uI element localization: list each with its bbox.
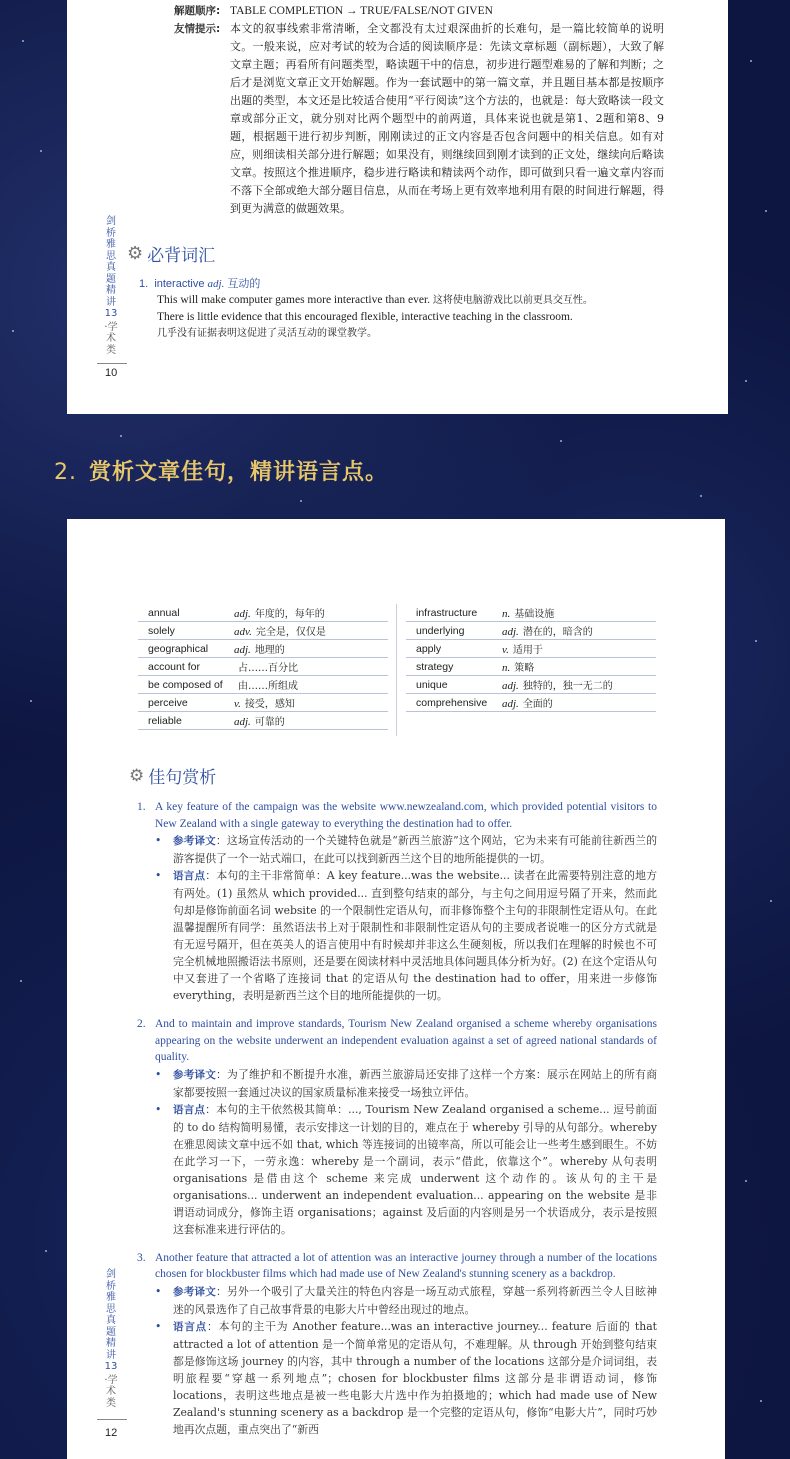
word-en: account for: [148, 660, 200, 673]
reference-translation: • 参考译文：为了维护和不断提升水准，新西兰旅游局还安排了这样一个方案：展示在网站上的所有商家都要按照一套通过决议的国家质量标准来接受一场独立评估。: [155, 1067, 658, 1099]
word-row: [406, 694, 656, 712]
word-def: v. 适用于: [502, 644, 543, 656]
language-points: • 语言点：本句的主干依然极其简单：..., Tourism New Zealand organised a scheme... 逗号前面的 to do 结构简明易懂，表示安排这一计划的目的，难点在于 whereby 引导的从句部分。whereby 在雅思阅读文章中远不如 that, which 等连接词的出镜率高，所以可能会让一些考生感到眼生。不妨在此学习一下，一劳永逸：whereby 是一个副词，表示“借此，依靠这个”。whereby 从句表明 organisations 是借由这个 scheme 来完成 underwent 这个动作的。该从句的主干是 organisations... underwent an independent evaluation... appearing on the website 是非谓语动词成分，修饰主语 organisations；against 及后面的内容则是另一个状语成分，表示是按照这套标准来进行评估的。: [155, 1102, 657, 1236]
reference-translation: • 参考译文：这场宣传活动的一个关键特色就是“新西兰旅游”这个网站，它为未来有可能前往新西兰的游客提供了一个一站式端口，在此可以找到新西兰这个目的地所能提供的一切。: [155, 834, 657, 865]
sentence-item: [137, 799, 657, 1004]
language-points: • 语言点：本句的主干非常简单：A key feature...was the website... 读者在此需要特别注意的地方有两处。(1) 虽然从 which provided... 直到整句结束的部分，与主句之间用逗号隔了开来，然而此句却是修饰前面名词 website 的一个限制性定语从句，而非修饰整个主句的非限制性定语从句。在此温馨提醒所有同学：虽然语法书上对于限制性和非限制性定语从句的主要成者说唯一的区分方式就是有无逗号隔开，但在英美人的语言使用中有时候却并非这么生硬刻板，所以我们在理解的时候也不可完全机械地照搬语法书原则，还是要在阅读材料中灵活地具体问题具体分析为好。(2) 在这个定语从句中又套进了一个省略了连接词 that 的定语从句 the destination had to offer，用来进一步修饰 everything，表明是新西兰这个目的地所能提供的一切。: [155, 869, 658, 1002]
word-row: [138, 640, 388, 658]
word-def: v. 接受，感知: [234, 698, 295, 710]
word-row: [406, 604, 656, 622]
word-def: adj. 全面的: [502, 698, 553, 710]
word-row: [138, 604, 388, 622]
reference-translation: • 参考译文：另外一个吸引了大量关注的特色内容是一场互动式旅程，穿越一系列将新西兰令人目眩神迷的风景选作了自己故事背景的电影大片中曾经出现过的地点。: [155, 1284, 658, 1316]
word-en: be composed of: [148, 678, 223, 691]
word-en: unique: [416, 678, 448, 691]
word-row: [406, 676, 656, 694]
sentence-item: [137, 1016, 657, 1238]
language-points: • 语言点：本句的主干为 Another feature...was an interactive journey... feature 后面的 that attracted a lot of attention 是一个简单常见的定语从句，不难理解。从 through 开始到整句结束都是修饰这场 journey 的内容，其中 through a number of the locations 这部分是介词词组，表明旅程要“穿越一系列地点”；chosen for blockbuster films 这部分是非谓语动词，修饰 locations，表明这些地点是被一些电影大片选中作为拍摄地的；which had made use of New Zealand's stunning scenery as a backdrop 是一个完整的定语从句，修饰“电影大片”，同时巧妙地再次点题，重点突出了“新西: [155, 1319, 658, 1436]
sentence-english: 1. A key feature of the campaign was the website www.newzealand.com, which provided potential visitors to New Zealand with a single gateway to everything the destination had to offer.: [137, 801, 657, 830]
word-row: [406, 622, 656, 640]
word-column-right: [406, 604, 656, 730]
tip-label: 友情提示:: [174, 23, 221, 35]
side-book-title: 剑桥雅思真题精讲13 ·学术类: [104, 1269, 118, 1409]
word-table: [138, 604, 656, 730]
page-number: 10: [105, 367, 118, 379]
word-row: [138, 694, 388, 712]
word-en: geographical: [148, 642, 209, 655]
sentence-english: 3. Another feature that attracted a lot of attention was an interactive journey through a number of the locations chosen for blockbuster films which had made use of New Zealand's stunning scenery as a backdrop.: [137, 1251, 657, 1280]
word-def: n. 基础设施: [502, 608, 555, 620]
word-def: 占……百分比: [238, 663, 298, 674]
tip-text: 本文的叙事线索非常清晰，全文都没有太过艰深曲折的长难句，是一篇比较简单的说明文。一般来说，应对考试的较为合适的阅读顺序是：先读文章标题（副标题），大致了解文章主题；再看所有问题类型，略读题干中的信息，初步进行题型难易的了解和判断；之后才是浏览文章正文开始解题。作为一套试题中的第一篇文章，并且题目基本都是按顺序出题的类型，本文还是比较适合使用“平行阅读”这个方法的，也就是：每大致略读一段文章或部分正文，就分别对比两个题型中的前两道，具体来说也就是第1、2题和第8、9题，根据题干进行初步判断，刚刚读过的正文内容是否包含问题中的相关信息。如有对应，则细读相关部分进行解题；如果没有，则继续回到刚才读到的正文处，继续向后略读文章。按照这个推进顺序，稳步进行略读和精读两个动作，即可做到只看一遍文章内容而不落下全部或绝大部分题目信息，从而在考场上更有效率地利用有限的时间进行解题，得到更为满意的做题效果。: [230, 22, 664, 215]
vocab-entry: [139, 276, 659, 342]
book-page-12: [67, 519, 725, 1459]
word-row: [406, 658, 656, 676]
gear-icon: ⚙: [129, 765, 145, 786]
word-def: adj. 潜在的，暗含的: [502, 626, 593, 638]
book-page-10: [67, 0, 728, 414]
page-number-rule: [97, 363, 127, 364]
word-en: strategy: [416, 660, 454, 673]
word-row: [138, 622, 388, 640]
word-row: [138, 676, 388, 694]
sentence-analysis-heading: ⚙ 佳句赏析: [129, 765, 217, 788]
example-1: This will make computer games more interactive than ever. 这将使电脑游戏比以前更具交互性。: [157, 294, 593, 306]
word-en: infrastructure: [416, 606, 478, 619]
vocab-heading: ⚙ 必背词汇: [127, 243, 216, 266]
word-row: [406, 640, 656, 658]
word-en: comprehensive: [416, 696, 488, 709]
gear-icon: ⚙: [127, 243, 144, 264]
page-number: 12: [105, 1427, 118, 1439]
order-label: 解题顺序:: [174, 5, 221, 17]
word-def: 由……所组成: [238, 681, 298, 692]
sentence-english: 2. And to maintain and improve standards, Tourism New Zealand organised a scheme whereby organisations appearing on the website underwent an independent evaluation against a set of agreed national standards of quality.: [137, 1018, 657, 1063]
word-en: underlying: [416, 624, 465, 637]
word-def: adj. 年度的，每年的: [234, 608, 325, 620]
word-en: reliable: [148, 714, 182, 727]
word-def: n. 策略: [502, 662, 535, 674]
sentence-item: [137, 1250, 657, 1438]
word-en: solely: [148, 624, 175, 637]
word-row: [138, 658, 388, 676]
vocab-word: 1. interactive adj. 互动的: [139, 278, 261, 290]
side-book-title: 剑桥雅思真题精讲13 ·学术类: [104, 216, 118, 356]
word-def: adj. 地理的: [234, 644, 285, 656]
column-divider: [396, 604, 397, 736]
word-def: adj. 独特的，独一无二的: [502, 680, 613, 692]
word-def: adj. 可靠的: [234, 716, 285, 728]
section-title: 2. 赏析文章佳句，精讲语言点。: [54, 460, 389, 485]
order-value: TABLE COMPLETION → TRUE/FALSE/NOT GIVEN: [230, 5, 493, 17]
word-en: apply: [416, 642, 442, 655]
word-def: adv. 完全是，仅仅是: [234, 626, 326, 638]
word-row: [138, 712, 388, 730]
solving-strategy: [174, 2, 664, 218]
example-2: There is little evidence that this encouraged flexible, interactive teaching in the classroom. 几乎没有证据表明这促进了灵活互动的课堂教学。: [157, 311, 573, 339]
word-column-left: [138, 604, 388, 730]
word-en: perceive: [148, 696, 188, 709]
word-en: annual: [148, 606, 180, 619]
sentence-list: [137, 799, 657, 1450]
page-number-rule: [97, 1419, 127, 1420]
